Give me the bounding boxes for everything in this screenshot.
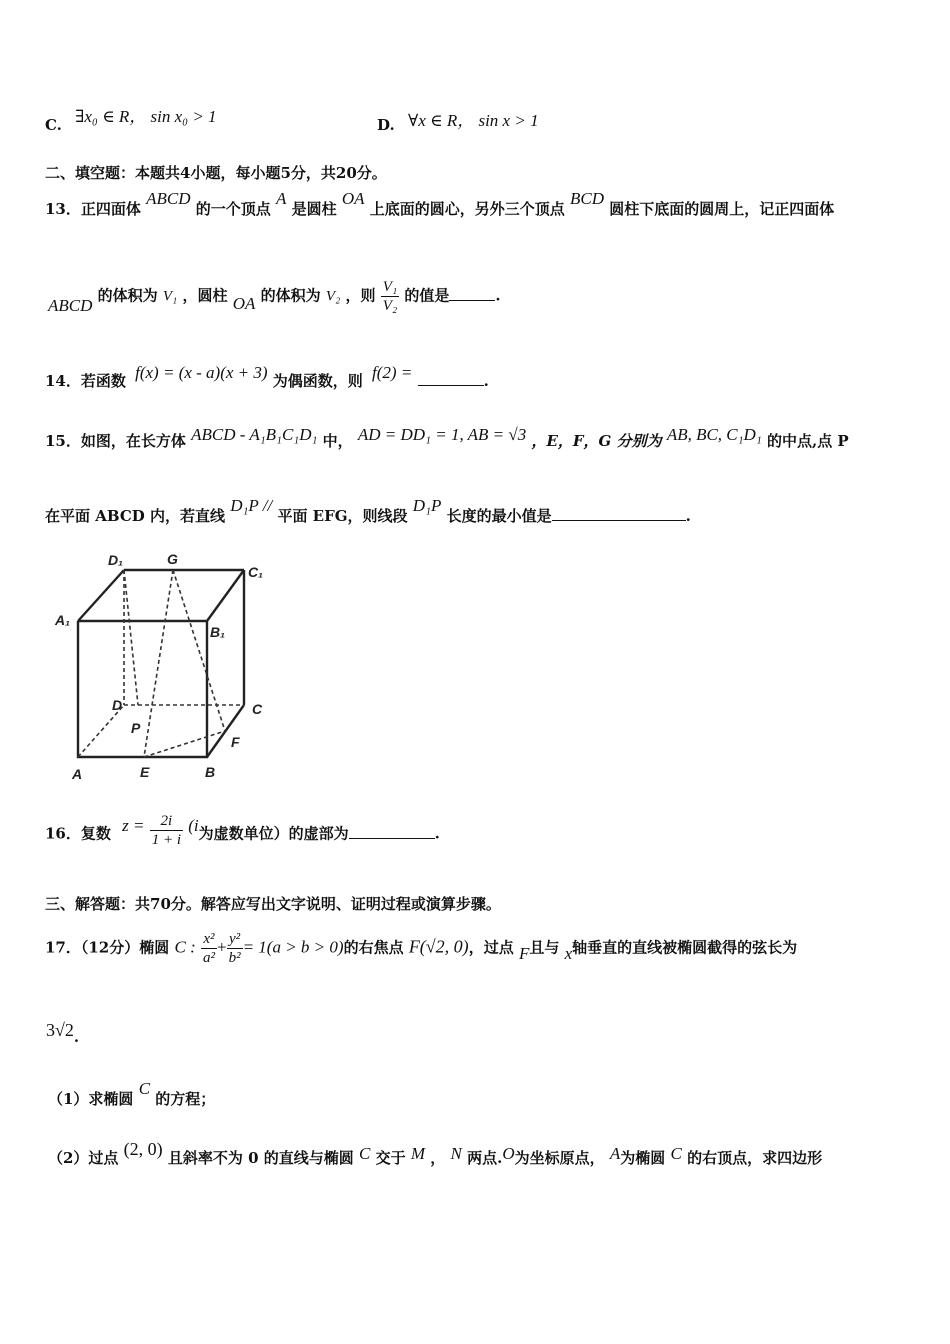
q17-frac-x-den: a² — [202, 950, 215, 966]
q17-frac-x-num: x² — [201, 930, 217, 949]
q17-frac-y-num: y² — [227, 930, 243, 949]
q14-line — [45, 363, 489, 391]
option-d-label: D. — [377, 116, 395, 134]
q17-line2 — [46, 1020, 80, 1046]
q15-text: 如图，在长方体 — [80, 432, 186, 450]
label-B1: B₁ — [210, 624, 226, 640]
q13-text: 正四面体 — [80, 200, 141, 218]
q13-math: ABCD — [146, 189, 191, 208]
q17-part2-math: C — [359, 1144, 371, 1163]
q17-math: x — [564, 943, 573, 963]
q15-text: 平面 EFG，则线段 — [277, 507, 408, 525]
q14-math: f(x) = (x - a)(x + 3) — [135, 363, 268, 382]
label-A1: A₁ — [55, 612, 71, 628]
cuboid-dashed-edges — [78, 570, 244, 757]
option-c — [45, 107, 217, 135]
q13-answer-blank[interactable] — [449, 286, 495, 301]
q17-part2-math: (2, 0) — [123, 1139, 163, 1159]
q15-text: 中， — [322, 432, 353, 450]
q15-text: 在平面 ABCD 内，若直线 — [45, 507, 225, 525]
q16-number: 16． — [45, 824, 81, 843]
q17-end: . — [73, 1028, 80, 1046]
q13-math: OA — [232, 293, 256, 313]
q17-fraction-y — [227, 930, 243, 967]
q17-text: 且与 — [529, 938, 560, 957]
q17-plus: + — [216, 937, 227, 957]
q16-answer-blank[interactable] — [349, 824, 435, 839]
q13-math: V₁ — [162, 288, 178, 305]
option-d-expr: ∀x ∈ R， sin x > 1 — [407, 111, 539, 130]
line-g-f — [173, 570, 225, 731]
q17-chord-length: 3√2 — [46, 1020, 74, 1040]
q16-frac-den: 1 + i — [151, 832, 181, 848]
q17-part2-text: （2）过点 — [48, 1149, 119, 1167]
q13-text: ，则 — [345, 286, 376, 305]
q17-math: = 1(a > b > 0) — [242, 937, 344, 957]
q15-number: 15． — [45, 432, 81, 450]
q17-part2-text: 两点. — [467, 1149, 503, 1167]
q13-text: 圆柱下底面的圆周上，记正四面体 — [609, 200, 835, 218]
q17-part1-text: （1）求椭圆 — [48, 1090, 134, 1108]
q15-line1 — [45, 425, 849, 451]
label-P: P — [131, 720, 141, 736]
q17-part2 — [48, 1139, 823, 1168]
q15-math: AB, BC, C₁D₁ — [666, 425, 762, 444]
q16-math: z = — [122, 815, 145, 835]
q17-math: F(√2, 0) — [408, 936, 469, 957]
q17-part2-math: A — [609, 1144, 621, 1163]
line-d1-p — [124, 570, 138, 705]
q16-frac-num: 2i — [150, 812, 183, 831]
q17-math: F — [518, 943, 530, 963]
q14-math: f(2) = — [372, 363, 413, 382]
edge-b1-c1 — [207, 570, 244, 621]
q15-math: AD = DD₁ = 1, AB = √3 — [357, 425, 527, 444]
q17-part2-text: 为椭圆 — [620, 1149, 666, 1167]
q13-text: ，圆柱 — [182, 286, 228, 305]
q17-text: 的右焦点 — [343, 938, 404, 957]
q16-text: 为虚数单位）的虚部为 — [198, 824, 349, 843]
label-F: F — [231, 734, 240, 750]
label-G: G — [167, 551, 178, 567]
q15-text: ，E，F，G 分别为 — [531, 432, 662, 450]
q15-math: D₁P — [412, 496, 442, 515]
q17-part2-math: N — [450, 1144, 462, 1163]
q16-text: 复数 — [80, 824, 111, 843]
label-C: C — [252, 701, 263, 717]
q13-math: V₂ — [325, 288, 341, 305]
option-c-expr: ∃x₀ ∈ R， sin x₀ > 1 — [75, 107, 217, 126]
q17-part2-text: 交于 — [375, 1149, 406, 1167]
q17-line1 — [45, 930, 797, 967]
q13-math: A — [276, 189, 287, 208]
q17-part2-text: ， — [430, 1149, 446, 1167]
q17-part1 — [48, 1079, 216, 1109]
q15-math: ABCD - A₁B₁C₁D₁ — [191, 425, 318, 444]
q13-frac-den: V₂ — [382, 298, 398, 314]
q15-answer-blank[interactable] — [552, 506, 686, 521]
q16-math: (i — [188, 815, 199, 835]
q13-text: 上底面的圆心，另外三个顶点 — [369, 200, 565, 218]
q13-math: ABCD — [48, 295, 93, 315]
q14-end: . — [483, 372, 489, 390]
q13-line2 — [48, 278, 501, 315]
section2-heading: 二、填空题：本题共4小题，每小题5分，共20分。 — [45, 164, 387, 182]
q14-answer-blank[interactable] — [418, 371, 484, 386]
q17-text: （12分）椭圆 — [80, 938, 170, 957]
q17-part2-math: C — [670, 1144, 682, 1163]
front-face — [78, 621, 207, 757]
q15-end: . — [685, 507, 691, 525]
q17-part2-math: M — [410, 1144, 426, 1163]
q17-frac-y-den: b² — [228, 950, 241, 966]
q13-text: 的值是 — [404, 286, 450, 305]
option-d — [377, 110, 539, 135]
q17-part2-text: 为坐标原点， — [514, 1149, 605, 1167]
q14-text: 若函数 — [80, 372, 126, 390]
q15-line2 — [45, 496, 691, 526]
line-g-e — [144, 570, 173, 757]
q16-end: . — [434, 824, 440, 843]
section3-heading: 三、解答题：共70分。解答应写出文字说明、证明过程或演算步骤。 — [45, 895, 501, 913]
q13-frac-num: V₁ — [382, 279, 398, 295]
q15-text: 的中点,点 P — [766, 432, 849, 450]
q16-line — [45, 813, 440, 853]
label-D1: D₁ — [108, 552, 124, 568]
q13-line1 — [45, 189, 835, 219]
q13-text: 的体积为 — [260, 286, 321, 305]
q13-math: OA — [341, 189, 365, 208]
edge-a1-d1 — [78, 570, 124, 621]
q13-end: . — [495, 286, 501, 305]
q17-part2-math: O — [502, 1144, 515, 1163]
q16-fraction — [150, 812, 183, 849]
q13-text: 的体积为 — [97, 286, 158, 305]
q13-math: BCD — [570, 189, 605, 208]
q13-number: 13． — [45, 200, 81, 218]
label-D: D — [112, 697, 123, 713]
q14-text: 为偶函数，则 — [272, 372, 363, 390]
q17-math: C : — [174, 937, 196, 957]
q14-number: 14． — [45, 372, 81, 390]
q17-text: ，过点 — [468, 938, 514, 957]
q13-text: 是圆柱 — [291, 200, 337, 218]
q17-part1-text: 的方程； — [155, 1090, 216, 1108]
q17-fraction-x — [201, 930, 217, 967]
label-C1: C₁ — [248, 564, 264, 580]
q15-text: 长度的最小值是 — [446, 507, 552, 525]
q13-text: 的一个顶点 — [195, 200, 271, 218]
q15-math: D₁P // — [230, 496, 273, 515]
label-A: A — [72, 766, 83, 782]
option-c-label: C. — [45, 116, 62, 134]
label-E: E — [140, 764, 150, 780]
q17-text: 轴垂直的直线被椭圆截得的弦长为 — [572, 938, 798, 957]
cuboid-figure — [42, 545, 282, 790]
q17-part1-math: C — [138, 1079, 151, 1098]
q17-number: 17． — [45, 938, 81, 957]
label-B: B — [205, 764, 216, 780]
q13-fraction — [381, 278, 399, 315]
q17-part2-text: 的右顶点，求四边形 — [687, 1149, 823, 1167]
q17-part2-text: 且斜率不为 0 的直线与椭圆 — [167, 1149, 354, 1167]
line-e-f — [144, 731, 225, 757]
